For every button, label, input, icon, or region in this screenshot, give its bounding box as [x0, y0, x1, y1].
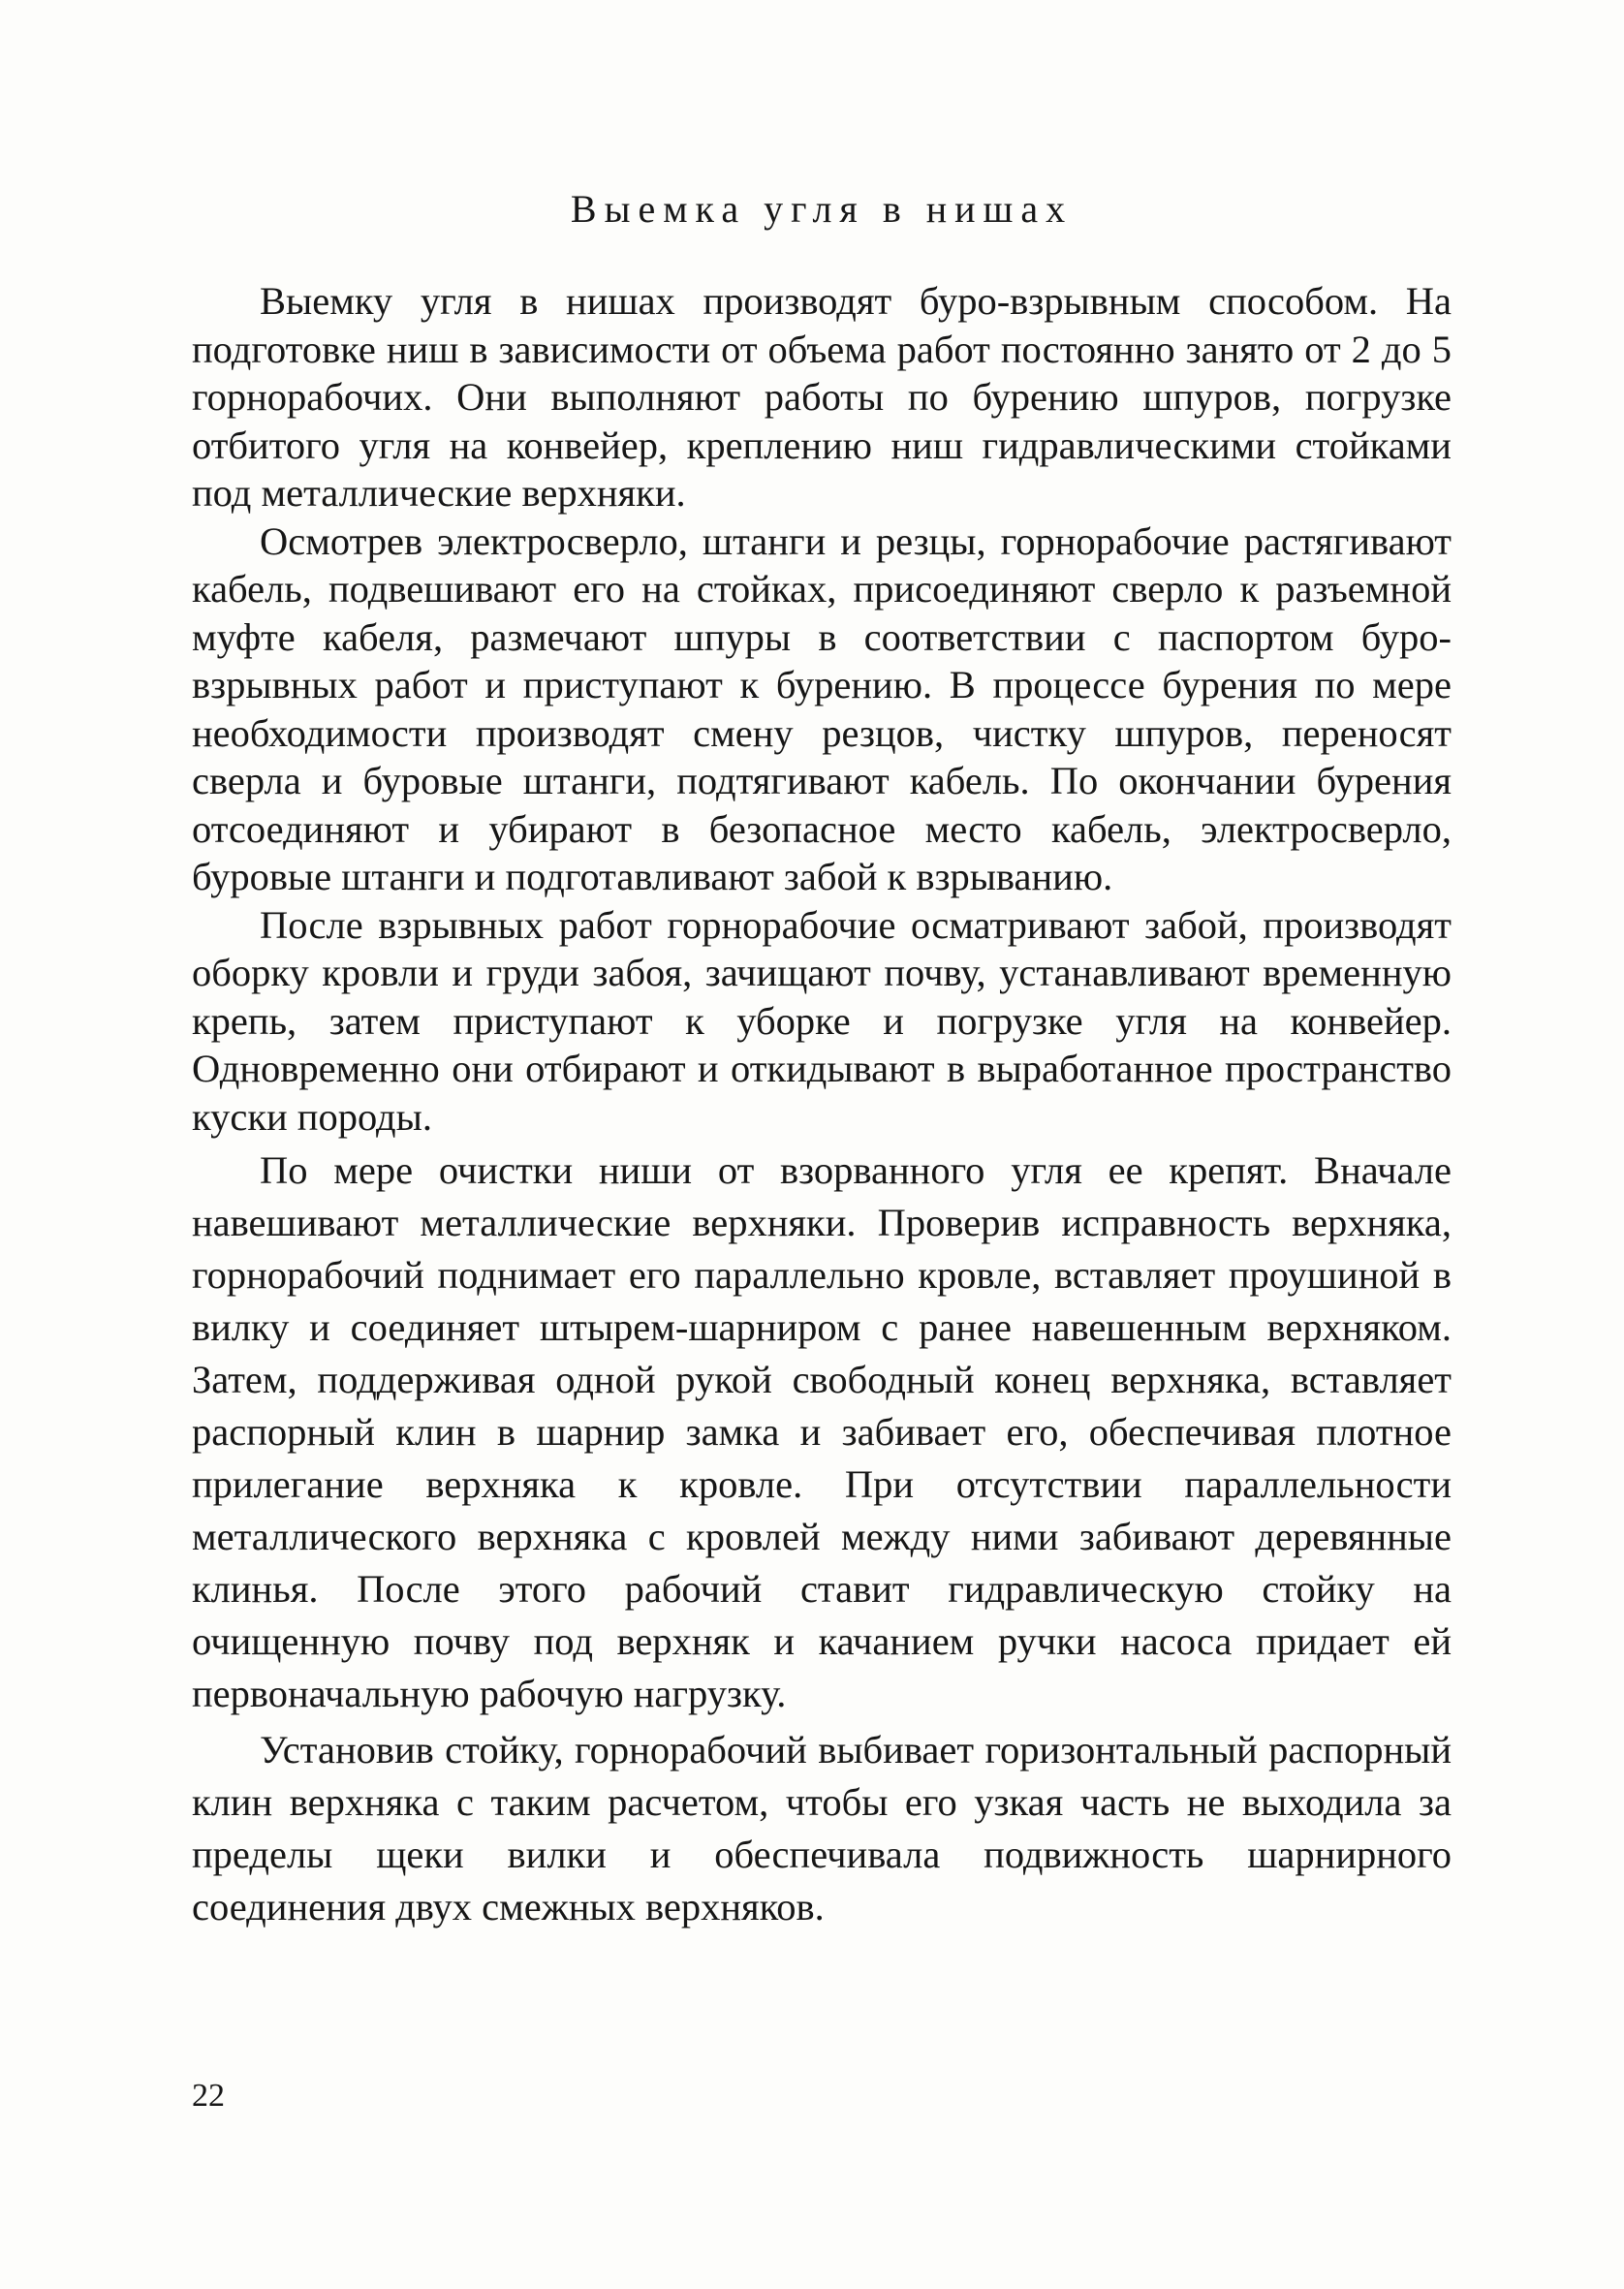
page-number: 22: [192, 2078, 225, 2114]
paragraph-niche-support: По мере очистки ниши от взорванного угля ее крепят. Вначале навешивают металлические верхняки. Проверив исправность верхняка, горнорабочий поднимает его параллельно кровле, вставляет проушиной в вилку и соединяет штырем-шарниром с ранее навешенным верхняком. Затем, поддерживая одной рукой свободный конец верхняка, вставляет распорный клин в шарнир замка и забивает его, обеспечивая плотное прилегание верхняка к кровле. При отсутствии параллельности металлического верхняка с кровлей между ними забивают деревянные клинья. После этого рабочий ставит гидравлическую стойку на очищенную почву под верхняк и качанием ручки насоса придает ей первоначальную рабочую нагрузку.: [192, 1148, 1452, 1715]
paragraph-niche-mining-method: Выемку угля в нишах производят буро-взрывным способом. На подготовке ниш в зависимости от объема работ постоянно занято от 2 до 5 горнорабочих. Они выполняют работы по бурению шпуров, погрузке отбитого угля на конвейер, креплению ниш гидравлическими стойками под металлические верхняки.: [192, 279, 1452, 515]
paragraph-drilling-process: Осмотрев электросверло, штанги и резцы, горнорабочие растягивают кабель, подвешивают его на стойках, присоединяют сверло к разъемной муфте кабеля, размечают шпуры в соответствии с паспортом буро-взрывных работ и приступают к бурению. В процессе бурения по мере необходимости производят смену резцов, чистку шпуров, переносят сверла и буровые штанги, подтягивают кабель. По окончании бурения отсоединяют и убирают в безопасное место кабель, электросверло, буровые штанги и подготавливают забой к взрыванию.: [192, 518, 1452, 898]
page-text-block: [192, 184, 1452, 1933]
paragraph-after-blasting: После взрывных работ горнорабочие осматривают забой, производят оборку кровли и груди забоя, зачищают почву, устанавливают временную крепь, затем приступают к уборке и погрузке угля на конвейер. Одновременно они отбирают и откидывают в выработанное пространство куски породы.: [192, 902, 1452, 1139]
paragraph-prop-installation: Установив стойку, горнорабочий выбивает горизонтальный распорный клин верхняка с таким расчетом, чтобы его узкая часть не выходила за пределы щеки вилки и обеспечивала подвижность шарнирного соединения двух смежных верхняков.: [192, 1728, 1452, 1928]
section-heading: Выемка угля в нишах: [570, 187, 1074, 231]
